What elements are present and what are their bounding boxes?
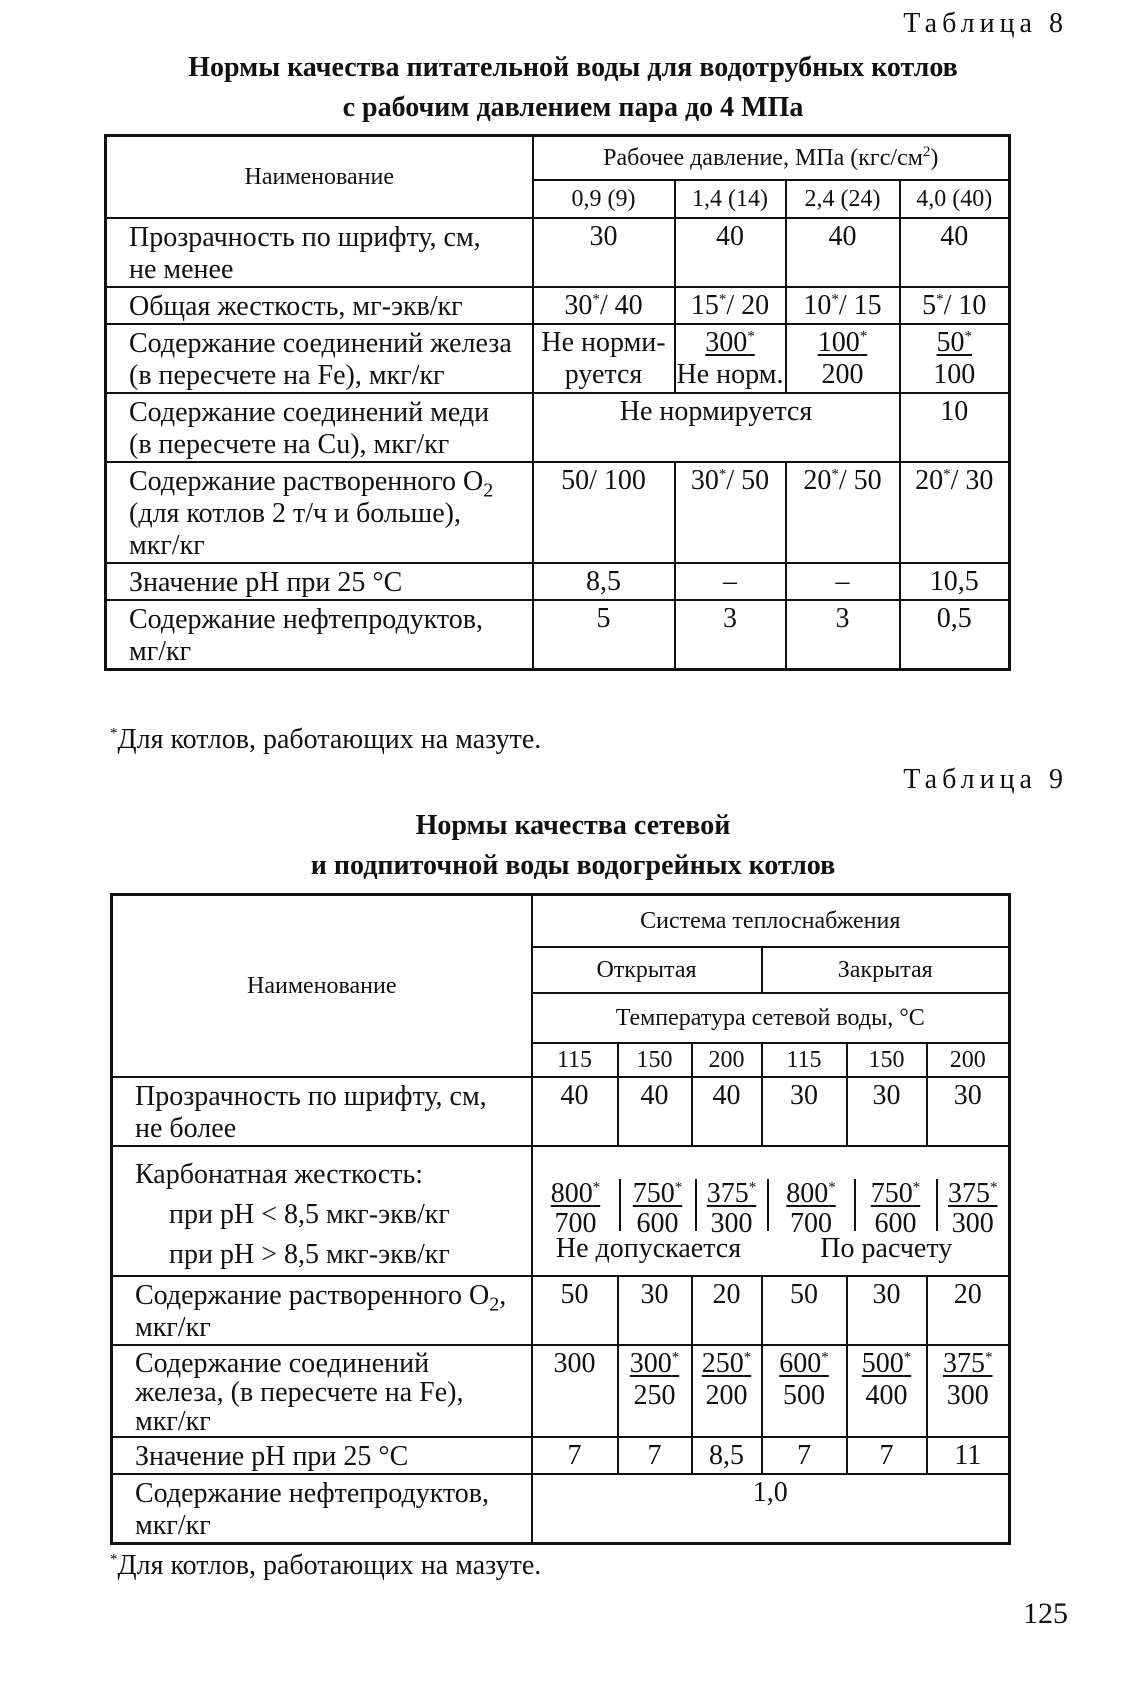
- t8-copper-v3: 10: [900, 393, 1010, 462]
- t9-oil-span: 1,0: [532, 1474, 1010, 1544]
- t8-iron-name: Содержание соединений железа (в пересчете на Fe), мкг/кг: [106, 324, 533, 393]
- t9-transparency-v5: 30: [927, 1077, 1010, 1146]
- t9-carbonate-v1: 750* 600: [621, 1179, 697, 1231]
- table8-footnote: *Для котлов, работающих на мазуте.: [110, 724, 542, 755]
- t9-ph-v0: 7: [532, 1437, 618, 1474]
- t8-hardness-v3: 5*/ 10: [900, 287, 1010, 324]
- t9-row-oxygen: [112, 1276, 1010, 1345]
- t9-col-1: 150: [618, 1043, 692, 1077]
- t9-oxygen-v0: 50: [532, 1276, 618, 1345]
- t8-header-name: Наименование: [106, 136, 533, 218]
- t9-carbonate-v4: 750* 600: [856, 1179, 938, 1231]
- t8-row-oxygen: [106, 462, 1010, 563]
- t9-row-ph: [112, 1437, 1010, 1474]
- t8-hardness-v2: 10*/ 15: [786, 287, 900, 324]
- t9-iron-v4: 500* 400: [847, 1345, 927, 1437]
- table8-title: [0, 48, 1146, 128]
- table8-label: Таблица 8: [903, 8, 1068, 39]
- t8-oil-v2: 3: [786, 600, 900, 670]
- t9-col-3: 115: [762, 1043, 847, 1077]
- t9-transparency-v0: 40: [532, 1077, 618, 1146]
- t8-oil-v0: 5: [533, 600, 675, 670]
- t9-iron-v2: 250* 200: [692, 1345, 762, 1437]
- table8-title-line1: Нормы качества питательной воды для водотрубных котлов: [188, 52, 958, 83]
- t9-oil-name: Содержание нефтепродуктов, мкг/кг: [112, 1474, 532, 1544]
- t8-copper-name: Содержание соединений меди (в пересчете на Cu), мкг/кг: [106, 393, 533, 462]
- t9-header-temp: Температура сетевой воды, °C: [532, 993, 1010, 1043]
- t8-col-2: 2,4 (24): [786, 180, 900, 218]
- t8-col-1: 1,4 (14): [675, 180, 786, 218]
- t8-iron-v1: 300* Не норм.: [675, 324, 786, 393]
- t9-iron-name: Содержание соединений железа, (в пересчете на Fe), мкг/кг: [112, 1345, 532, 1437]
- t9-ph-name: Значение pH при 25 °C: [112, 1437, 532, 1474]
- t9-row-iron: [112, 1345, 1010, 1437]
- t8-iron-v3: 50* 100: [900, 324, 1010, 393]
- t8-oxygen-v1: 30*/ 50: [675, 462, 786, 563]
- t8-hardness-v1: 15*/ 20: [675, 287, 786, 324]
- t8-hardness-name: Общая жесткость, мг-экв/кг: [106, 287, 533, 324]
- t8-row-iron: [106, 324, 1010, 393]
- t8-oxygen-v2: 20*/ 50: [786, 462, 900, 563]
- t8-row-oil: [106, 600, 1010, 670]
- t9-ph-v3: 7: [762, 1437, 847, 1474]
- t9-carbonate-closed-note: По расчету: [820, 1232, 953, 1264]
- t9-header-closed: Закрытая: [762, 947, 1010, 993]
- t9-oxygen-name: Содержание растворенного $O_2$, мкг/кг: [112, 1276, 532, 1345]
- t8-ph-v2: –: [786, 563, 900, 600]
- t8-copper-span: Не нормируется: [533, 393, 900, 462]
- t9-ph-v4: 7: [847, 1437, 927, 1474]
- table8-title-line2: с рабочим давлением пара до 4 МПа: [342, 92, 804, 123]
- t8-row-transparency: [106, 218, 1010, 287]
- page-number: 125: [1023, 1597, 1068, 1630]
- t8-iron-v2: 100* 200: [786, 324, 900, 393]
- t8-ph-v1: –: [675, 563, 786, 600]
- table9-title-line1: Нормы качества сетевой: [415, 810, 731, 841]
- t8-oxygen-v0: 50/ 100: [533, 462, 675, 563]
- table9-title: [0, 806, 1146, 886]
- t9-iron-v3: 600* 500: [762, 1345, 847, 1437]
- t9-oxygen-v5: 20: [927, 1276, 1010, 1345]
- t8-row-copper: [106, 393, 1010, 462]
- t9-transparency-v1: 40: [618, 1077, 692, 1146]
- t9-col-4: 150: [847, 1043, 927, 1077]
- t9-oxygen-v4: 30: [847, 1276, 927, 1345]
- t8-iron-v0: Не норми- руется: [533, 324, 675, 393]
- t9-carbonate-v0: 800* 700: [533, 1179, 621, 1231]
- t8-transparency-v0: 30: [533, 218, 675, 287]
- t8-ph-name: Значение pH при 25 °C: [106, 563, 533, 600]
- t8-col-3: 4,0 (40): [900, 180, 1010, 218]
- t8-transparency-v1: 40: [675, 218, 786, 287]
- t9-carbonate-v5: 375* 300: [948, 1177, 998, 1239]
- t8-hardness-v0: 30*/ 40: [533, 287, 675, 324]
- t8-oxygen-v3: 20*/ 30: [900, 462, 1010, 563]
- t8-oxygen-name: Содержание растворенного $O_2$ (для котлов 2 т/ч и больше), мкг/кг: [106, 462, 533, 563]
- t9-header-name: Наименование: [112, 895, 532, 1077]
- t9-transparency-v2: 40: [692, 1077, 762, 1146]
- t8-oil-v1: 3: [675, 600, 786, 670]
- t8-row-ph: [106, 563, 1010, 600]
- t8-header-pressure: Рабочее давление, МПа $(кгс/см^2)$: [533, 136, 1010, 180]
- table9-label: Таблица 9: [903, 764, 1068, 795]
- t9-transparency-v4: 30: [847, 1077, 927, 1146]
- t9-header-system: Система теплоснабжения: [532, 895, 1010, 947]
- t9-ph-v1: 7: [618, 1437, 692, 1474]
- t9-carbonate-v3: 800* 700: [769, 1179, 856, 1231]
- t9-col-5: 200: [927, 1043, 1010, 1077]
- t9-col-2: 200: [692, 1043, 762, 1077]
- table9-footnote: *Для котлов, работающих на мазуте.: [110, 1550, 542, 1581]
- table9: [110, 893, 1011, 1545]
- table9-title-line2: и подпиточной воды водогрейных котлов: [310, 850, 836, 881]
- t9-transparency-name: Прозрачность по шрифту, см, не более: [112, 1077, 532, 1146]
- t9-iron-v0: 300: [532, 1345, 618, 1437]
- t9-transparency-v3: 30: [762, 1077, 847, 1146]
- t8-oil-v3: 0,5: [900, 600, 1010, 670]
- t8-transparency-name: Прозрачность по шрифту, см, не менее: [106, 218, 533, 287]
- t9-carbonate-v2: 375* 300: [697, 1179, 769, 1231]
- t8-col-0: 0,9 (9): [533, 180, 675, 218]
- t8-oil-name: Содержание нефтепродуктов, мг/кг: [106, 600, 533, 670]
- t8-transparency-v3: 40: [900, 218, 1010, 287]
- t9-row-oil: [112, 1474, 1010, 1544]
- table8: [104, 134, 1011, 671]
- t9-oxygen-v2: 20: [692, 1276, 762, 1345]
- t9-row-transparency: [112, 1077, 1010, 1146]
- t8-row-hardness: [106, 287, 1010, 324]
- t9-carbonate-name: Карбонатная жесткость: при pH < 8,5 мкг-экв/кг при pH > 8,5 мкг-экв/кг: [112, 1146, 532, 1276]
- t9-col-0: 115: [532, 1043, 618, 1077]
- t9-header-open: Открытая: [532, 947, 762, 993]
- t9-row-carbonate: [112, 1146, 1010, 1276]
- t9-iron-v1: 300* 250: [618, 1345, 692, 1437]
- t8-ph-v0: 8,5: [533, 563, 675, 600]
- t9-carbonate-open-note: Не допускается: [555, 1232, 742, 1264]
- t9-oxygen-v1: 30: [618, 1276, 692, 1345]
- t9-ph-v2: 8,5: [692, 1437, 762, 1474]
- t8-ph-v3: 10,5: [900, 563, 1010, 600]
- t9-ph-v5: 11: [927, 1437, 1010, 1474]
- t9-carbonate-values: [532, 1146, 1010, 1276]
- t8-transparency-v2: 40: [786, 218, 900, 287]
- t9-iron-v5: 375* 300: [927, 1345, 1010, 1437]
- t9-oxygen-v3: 50: [762, 1276, 847, 1345]
